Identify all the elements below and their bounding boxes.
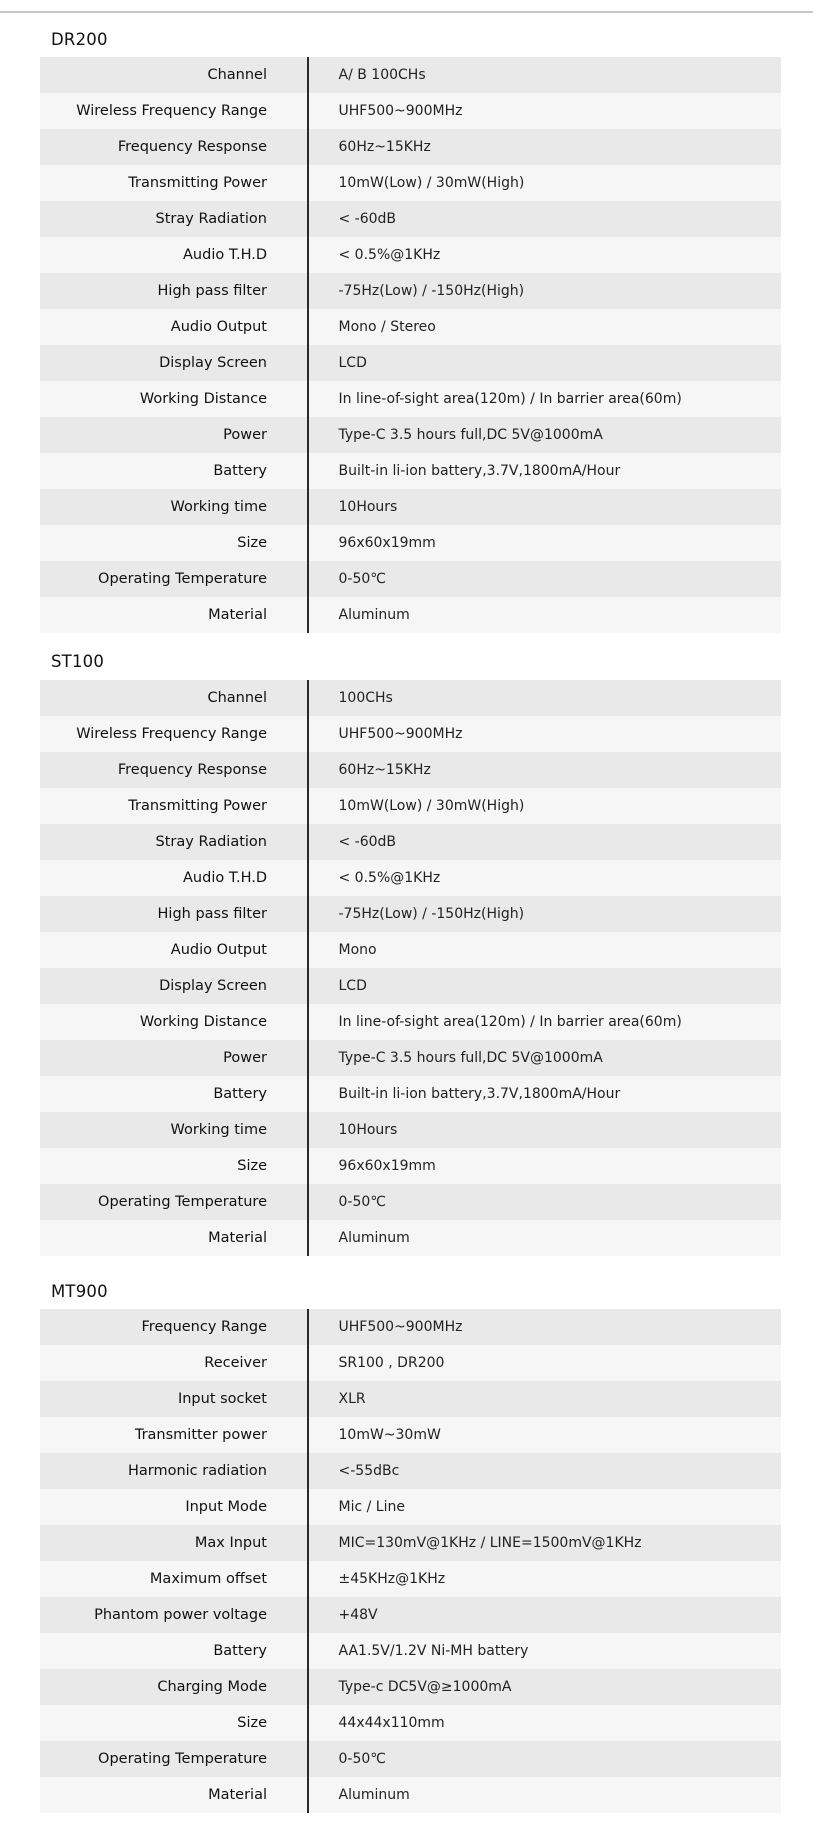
spec-value: 44x44x110mm: [338, 1715, 445, 1731]
spec-row: [40, 129, 781, 165]
spec-row: [40, 1417, 781, 1453]
spec-row: [40, 1597, 781, 1633]
spec-value: XLR: [338, 1391, 366, 1407]
spec-value: 10mW(Low) / 30mW(High): [338, 798, 525, 814]
spec-label: Channel: [207, 690, 267, 706]
spec-label: Display Screen: [159, 978, 267, 994]
spec-label: Frequency Response: [117, 762, 267, 778]
spec-label: High pass filter: [157, 906, 267, 922]
spec-label: Harmonic radiation: [127, 1463, 267, 1479]
spec-value: <-55dBc: [338, 1463, 400, 1479]
spec-value: 100CHs: [338, 690, 393, 706]
spec-label: Max Input: [194, 1535, 267, 1551]
spec-value: 10mW~30mW: [338, 1427, 441, 1443]
spec-row: [40, 201, 781, 237]
spec-value: Built-in li-ion battery,3.7V,1800mA/Hour: [338, 1086, 621, 1102]
spec-label: Working time: [170, 1122, 267, 1138]
spec-value: 0-50℃: [338, 1194, 386, 1210]
spec-label: Battery: [213, 463, 267, 479]
spec-row: [40, 525, 781, 561]
spec-label: Battery: [213, 1086, 267, 1102]
spec-value: Mic / Line: [338, 1499, 405, 1515]
spec-value: Aluminum: [338, 1787, 410, 1803]
spec-value: Mono: [338, 942, 377, 958]
spec-row: [40, 381, 781, 417]
spec-row: [40, 1184, 781, 1220]
spec-label: Display Screen: [159, 355, 267, 371]
spec-row: [40, 716, 781, 752]
spec-value: 10mW(Low) / 30mW(High): [338, 175, 525, 191]
spec-row: [40, 1525, 781, 1561]
spec-label: Transmitting Power: [128, 175, 267, 191]
spec-value: In line-of-sight area(120m) / In barrier area(60m): [338, 1014, 682, 1030]
spec-row: [40, 1220, 781, 1256]
spec-row: [40, 1040, 781, 1076]
spec-label: Operating Temperature: [98, 1751, 267, 1767]
spec-row: [40, 57, 781, 93]
spec-row: [40, 417, 781, 453]
spec-row: [40, 752, 781, 788]
spec-label: Transmitter power: [134, 1427, 267, 1443]
spec-row: [40, 597, 781, 633]
spec-label: Receiver: [204, 1355, 267, 1371]
spec-value: 60Hz~15KHz: [338, 762, 431, 778]
spec-label: Phantom power voltage: [94, 1607, 267, 1623]
spec-label: Audio Output: [170, 942, 267, 958]
spec-label: Power: [223, 427, 267, 443]
spec-row: [40, 1148, 781, 1184]
spec-value: Built-in li-ion battery,3.7V,1800mA/Hour: [338, 463, 621, 479]
section-title-dr200: DR200: [51, 30, 108, 49]
spec-row: [40, 968, 781, 1004]
spec-label: Working Distance: [139, 1014, 267, 1030]
spec-label: Size: [237, 1715, 267, 1731]
spec-value: Type-C 3.5 hours full,DC 5V@1000mA: [338, 1050, 603, 1066]
spec-value: 96x60x19mm: [338, 1158, 436, 1174]
section-title-st100: ST100: [51, 652, 105, 671]
spec-value: +48V: [338, 1607, 378, 1623]
spec-label: Material: [208, 607, 267, 623]
spec-row: [40, 1741, 781, 1777]
spec-label: Size: [237, 1158, 267, 1174]
spec-value: 0-50℃: [338, 571, 386, 587]
spec-value: 96x60x19mm: [338, 535, 436, 551]
spec-table-dr200: [40, 57, 781, 633]
spec-value: -75Hz(Low) / -150Hz(High): [338, 906, 525, 922]
spec-row: [40, 1705, 781, 1741]
spec-label: Operating Temperature: [98, 1194, 267, 1210]
spec-row: [40, 1633, 781, 1669]
spec-row: [40, 165, 781, 201]
spec-table-mt900: [40, 1309, 781, 1813]
spec-value: UHF500~900MHz: [338, 103, 463, 119]
spec-label: Material: [208, 1787, 267, 1803]
spec-label: Input Mode: [185, 1499, 267, 1515]
spec-value: SR100 , DR200: [338, 1355, 445, 1371]
spec-label: Operating Temperature: [98, 571, 267, 587]
spec-label: Input socket: [177, 1391, 267, 1407]
spec-value: -75Hz(Low) / -150Hz(High): [338, 283, 525, 299]
spec-row: [40, 453, 781, 489]
spec-value: < 0.5%@1KHz: [338, 870, 441, 886]
spec-value: In line-of-sight area(120m) / In barrier area(60m): [338, 391, 682, 407]
spec-value: 10Hours: [338, 499, 398, 515]
spec-row: [40, 1112, 781, 1148]
spec-label: Working time: [170, 499, 267, 515]
spec-label: Frequency Range: [141, 1319, 267, 1335]
spec-label: Material: [208, 1230, 267, 1246]
spec-label: Battery: [213, 1643, 267, 1659]
spec-value: < -60dB: [338, 834, 397, 850]
spec-row: [40, 1345, 781, 1381]
spec-row: [40, 824, 781, 860]
spec-value: < -60dB: [338, 211, 397, 227]
spec-row: [40, 1453, 781, 1489]
spec-value: AA1.5V/1.2V Ni-MH battery: [338, 1643, 529, 1659]
spec-label: Audio T.H.D: [183, 247, 267, 263]
spec-value: < 0.5%@1KHz: [338, 247, 441, 263]
spec-label: Audio Output: [170, 319, 267, 335]
spec-row: [40, 680, 781, 716]
spec-row: [40, 93, 781, 129]
spec-label: Stray Radiation: [155, 834, 267, 850]
spec-value: Type-C 3.5 hours full,DC 5V@1000mA: [338, 427, 603, 443]
spec-row: [40, 1381, 781, 1417]
spec-value: Aluminum: [338, 1230, 410, 1246]
spec-row: [40, 1489, 781, 1525]
spec-value: Mono / Stereo: [338, 319, 436, 335]
section-title-mt900: MT900: [51, 1282, 108, 1301]
spec-row: [40, 932, 781, 968]
spec-row: [40, 1561, 781, 1597]
spec-value: 60Hz~15KHz: [338, 139, 431, 155]
spec-value: Aluminum: [338, 607, 410, 623]
spec-value: UHF500~900MHz: [338, 726, 463, 742]
spec-row: [40, 1004, 781, 1040]
spec-value: LCD: [338, 978, 367, 994]
spec-label: Transmitting Power: [128, 798, 267, 814]
spec-label: Channel: [207, 67, 267, 83]
top-divider: [0, 11, 813, 13]
spec-row: [40, 1777, 781, 1813]
spec-label: Audio T.H.D: [183, 870, 267, 886]
spec-label: High pass filter: [157, 283, 267, 299]
spec-row: [40, 345, 781, 381]
spec-row: [40, 1309, 781, 1345]
spec-value: ±45KHz@1KHz: [338, 1571, 446, 1587]
spec-label: Power: [223, 1050, 267, 1066]
spec-row: [40, 1669, 781, 1705]
spec-value: MIC=130mV@1KHz / LINE=1500mV@1KHz: [338, 1535, 642, 1551]
spec-row: [40, 860, 781, 896]
spec-row: [40, 1076, 781, 1112]
spec-value: 0-50℃: [338, 1751, 386, 1767]
spec-label: Charging Mode: [157, 1679, 267, 1695]
spec-label: Stray Radiation: [155, 211, 267, 227]
spec-row: [40, 788, 781, 824]
spec-row: [40, 309, 781, 345]
spec-label: Size: [237, 535, 267, 551]
spec-value: A/ B 100CHs: [338, 67, 426, 83]
spec-row: [40, 896, 781, 932]
spec-label: Maximum offset: [149, 1571, 267, 1587]
spec-value: Type-c DC5V@≥1000mA: [338, 1679, 512, 1695]
spec-row: [40, 237, 781, 273]
spec-value: 10Hours: [338, 1122, 398, 1138]
spec-row: [40, 489, 781, 525]
spec-table-st100: [40, 680, 781, 1256]
spec-row: [40, 561, 781, 597]
spec-value: LCD: [338, 355, 367, 371]
spec-label: Wireless Frequency Range: [76, 726, 267, 742]
spec-value: UHF500~900MHz: [338, 1319, 463, 1335]
spec-label: Wireless Frequency Range: [76, 103, 267, 119]
spec-label: Working Distance: [139, 391, 267, 407]
spec-label: Frequency Response: [117, 139, 267, 155]
spec-row: [40, 273, 781, 309]
